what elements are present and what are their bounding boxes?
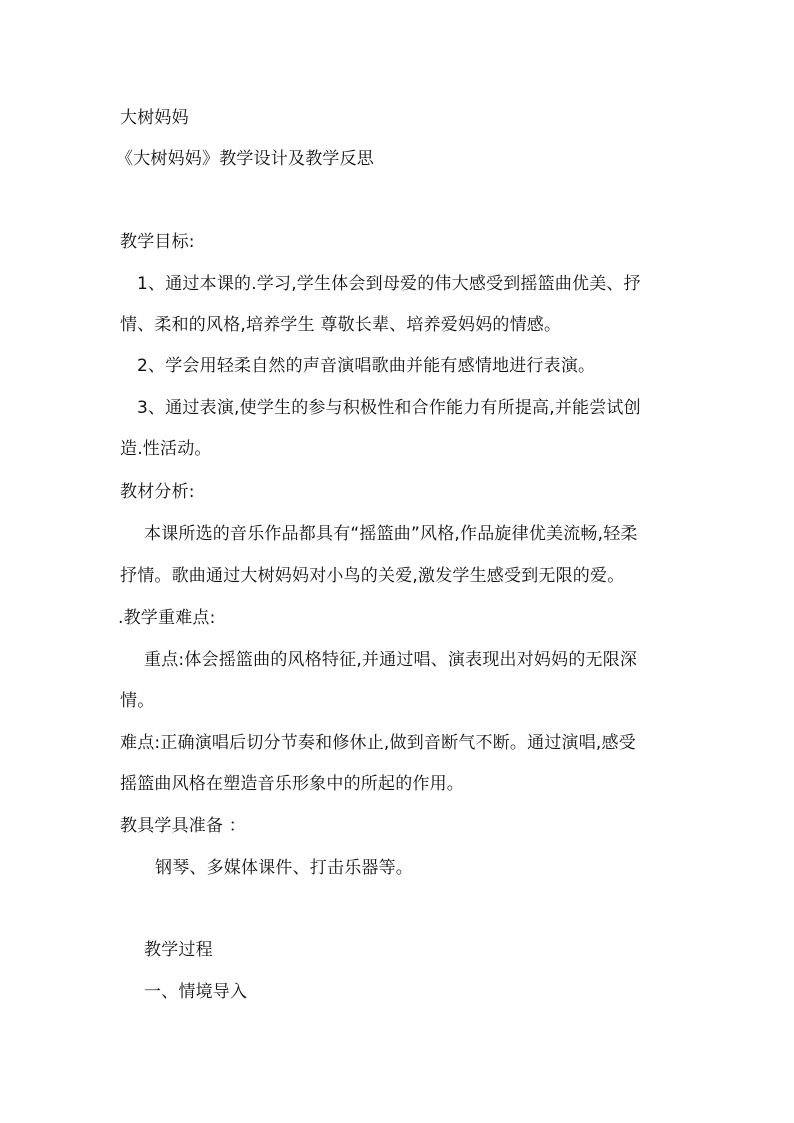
- process-heading: 教学过程: [144, 940, 213, 960]
- objective-item-1-line-2: 情、柔和的风格,培养学生 尊敬长辈、培养爱妈妈的情感。: [120, 315, 562, 335]
- analysis-line-1: 本课所选的音乐作品都具有“摇篮曲”风格,作品旋律优美流畅,轻柔: [144, 524, 638, 544]
- objective-item-1-line-1: 1、通过本课的.学习,学生体会到母爱的伟大感受到摇篮曲优美、抒: [137, 274, 641, 294]
- document-subtitle: 《大树妈妈》教学设计及教学反思: [116, 149, 374, 169]
- key-points-heading: .教学重难点:: [118, 608, 216, 628]
- analysis-heading: 教材分析:: [120, 482, 195, 502]
- document-title: 大树妈妈: [120, 108, 189, 128]
- objective-item-2: 2、学会用轻柔自然的声音演唱歌曲并能有感情地进行表演。: [137, 356, 596, 376]
- focus-line-2: 情。: [120, 691, 155, 711]
- objective-item-3-line-2: 造.性活动。: [120, 439, 212, 459]
- analysis-line-2: 抒情。歌曲通过大树妈妈对小鸟的关爱,激发学生感受到无限的爱。: [120, 566, 625, 586]
- process-step-1: 一、情境导入: [144, 982, 248, 1002]
- difficulty-line-2: 摇篮曲风格在塑造音乐形象中的所起的作用。: [120, 774, 464, 794]
- focus-line-1: 重点:体会摇篮曲的风格特征,并通过唱、演表现出对妈妈的无限深: [144, 650, 638, 670]
- objective-item-3-line-1: 3、通过表演,使学生的参与积极性和合作能力有所提高,并能尝试创: [137, 398, 641, 418]
- difficulty-line-1: 难点:正确演唱后切分节奏和修休止,做到音断气不断。通过演唱,感受: [120, 733, 636, 753]
- objectives-heading: 教学目标:: [120, 232, 195, 252]
- materials-content: 钢琴、多媒体课件、打击乐器等。: [155, 858, 413, 878]
- materials-heading: 教具学具准备 ：: [120, 816, 247, 836]
